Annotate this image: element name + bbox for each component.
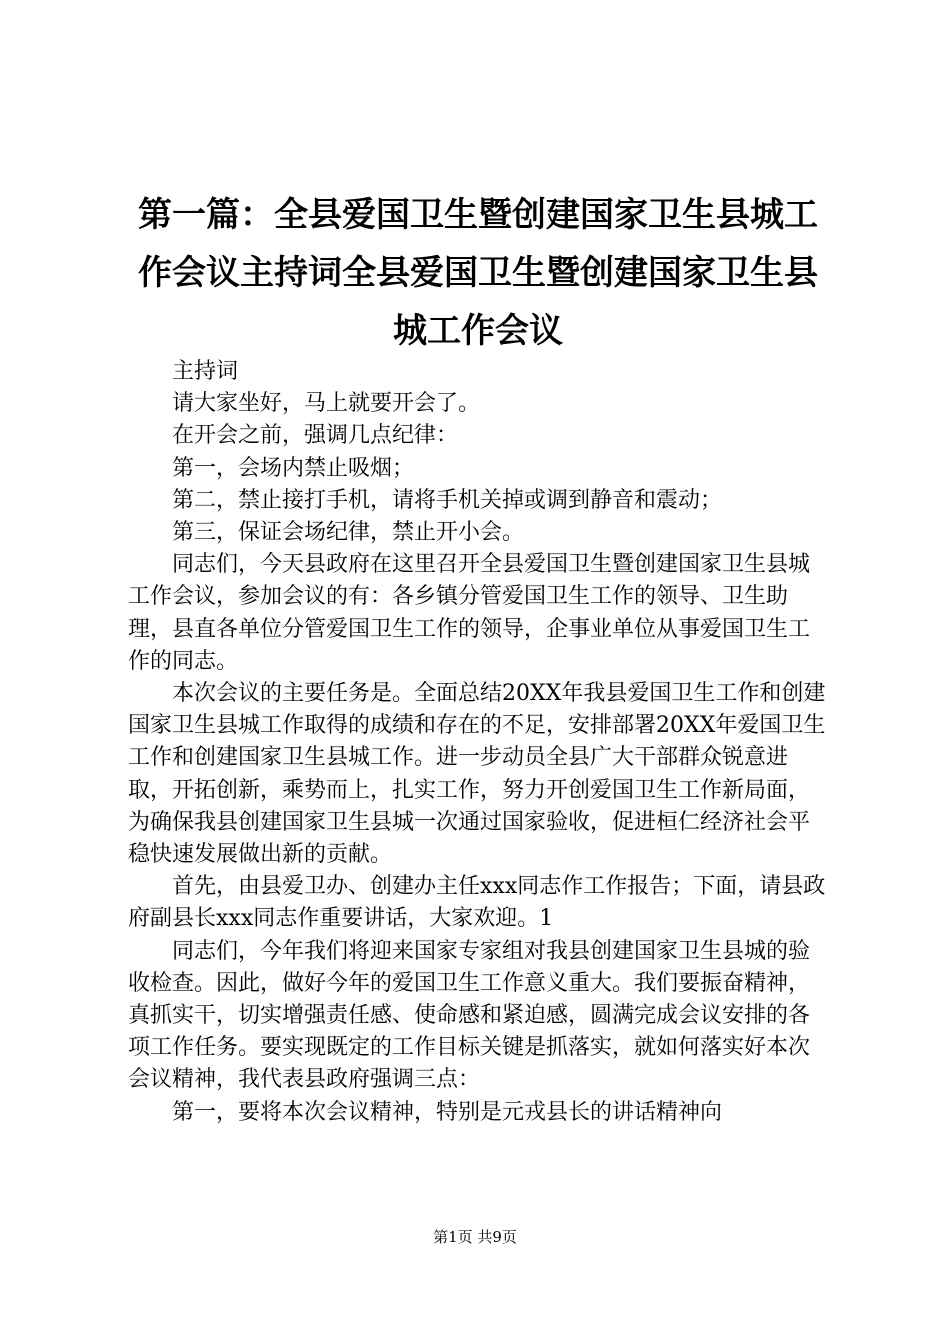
paragraph: 第二，禁止接打手机，请将手机关掉或调到静音和震动； bbox=[172, 487, 723, 513]
paragraph: 请大家坐好，马上就要开会了。 bbox=[172, 391, 481, 417]
paragraph: 第三，保证会场纪律，禁止开小会。 bbox=[172, 520, 525, 546]
paragraph: 本次会议的主要任务是。全面总结20XX年我县爱国卫生工作和创建国家卫生县城工作取得的成绩和存在的不足，安排部署20XX年爱国卫生工作和创建国家卫生县城工作。进一步动员全县广大干部群众锐意进取，开拓创新，乘势而上，扎实工作，努力开创爱国卫生工作新局面，为确保我县创建国家卫生县城一次通过国家验收，促进桓仁经济社会平稳快速发展做出新的贡献。 bbox=[128, 681, 826, 868]
paragraph: 第一，要将本次会议精神，特别是元戎县长的讲话精神向 bbox=[172, 1099, 723, 1125]
paragraph: 主持词 bbox=[172, 359, 239, 384]
document-body bbox=[128, 356, 828, 1129]
paragraph: 同志们，今年我们将迎来国家专家组对我县创建国家卫生县城的验收检查。因此，做好今年的爱国卫生工作意义重大。我们要振奋精神，真抓实干，切实增强责任感、使命感和紧迫感，圆满完成会议安排的各项工作任务。要实现既定的工作目标关键是抓落实，就如何落实好本次会议精神，我代表县政府强调三点： bbox=[128, 938, 811, 1093]
paragraph: 首先，由县爱卫办、创建办主任xxx同志作工作报告；下面，请县政府副县长xxx同志作重要讲话，大家欢迎。1 bbox=[128, 874, 826, 932]
paragraph: 同志们，今天县政府在这里召开全县爱国卫生暨创建国家卫生县城工作会议，参加会议的有：各乡镇分管爱国卫生工作的领导、卫生助理，县直各单位分管爱国卫生工作的领导，企事业单位从事爱国卫生工作的同志。 bbox=[128, 552, 811, 674]
document-title: 第一篇：全县爱国卫生暨创建国家卫生县城工作会议主持词全县爱国卫生暨创建国家卫生县城工作会议 bbox=[138, 195, 818, 351]
page-footer: 第1页 共9页 bbox=[433, 1228, 517, 1246]
paragraph: 第一，会场内禁止吸烟； bbox=[172, 455, 415, 481]
paragraph: 在开会之前，强调几点纪律： bbox=[172, 423, 459, 449]
